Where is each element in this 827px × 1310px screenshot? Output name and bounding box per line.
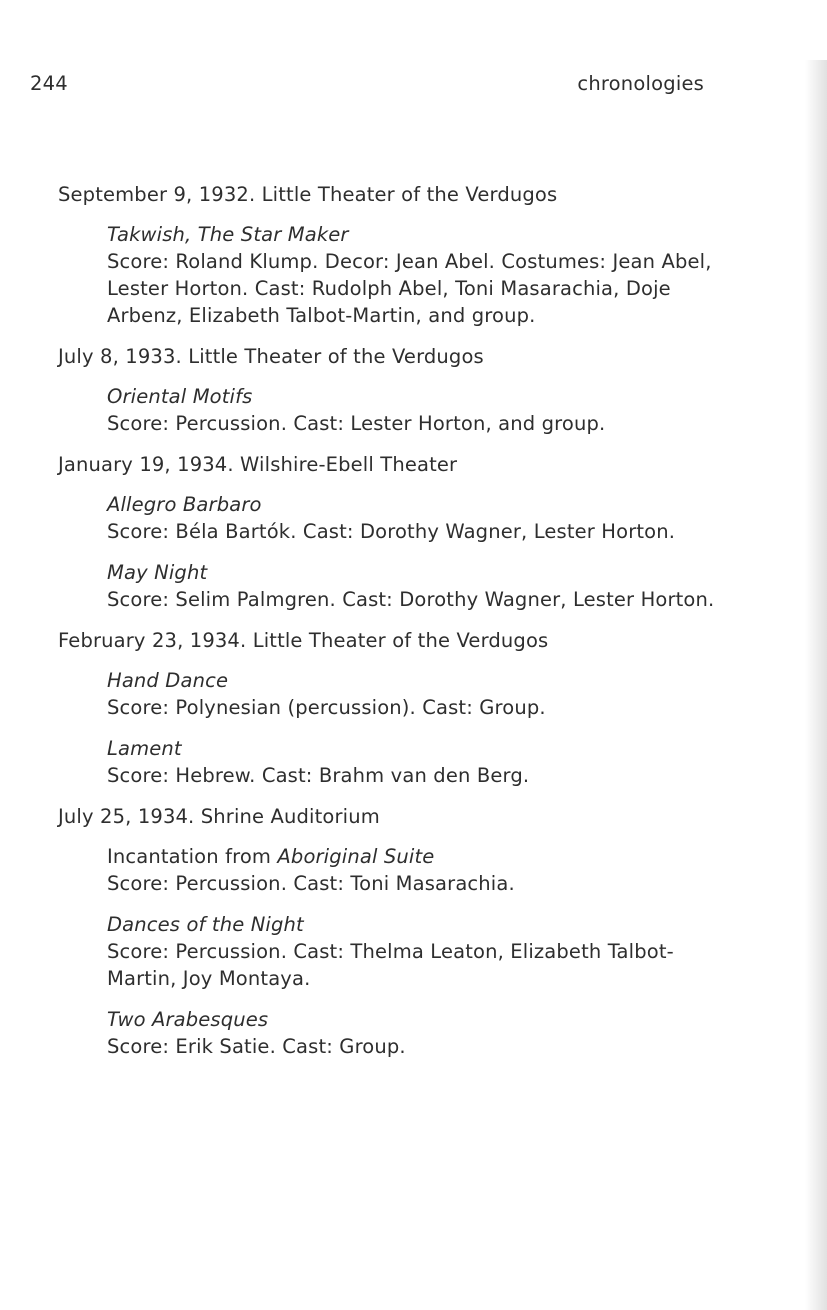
event-heading: July 25, 1934. Shrine Auditorium	[58, 805, 380, 828]
work-title: Hand Dance	[107, 669, 229, 692]
work-title: Allegro Barbaro	[107, 493, 262, 516]
work-entry	[107, 911, 718, 992]
event-entry	[58, 452, 718, 613]
work-detail: Score: Polynesian (percussion). Cast: Group.	[107, 696, 546, 719]
work-entry	[107, 491, 718, 545]
page-number: 244	[30, 72, 68, 95]
work-prefix: Incantation from	[107, 845, 278, 868]
work-title: Two Arabesques	[107, 1008, 269, 1031]
work-title: Dances of the Night	[107, 913, 304, 936]
event-entry	[58, 804, 718, 1060]
work-title: Aboriginal Suite	[277, 845, 435, 868]
work-entry	[107, 1006, 718, 1060]
work-detail: Score: Béla Bartók. Cast: Dorothy Wagner, Lester Horton.	[107, 520, 676, 543]
work-entry	[107, 221, 718, 329]
chronology-list	[58, 182, 718, 1075]
work-entry	[107, 843, 718, 897]
work-entry	[107, 383, 718, 437]
work-entry	[107, 735, 718, 789]
event-entry	[58, 182, 718, 329]
work-detail: Score: Percussion. Cast: Lester Horton, and group.	[107, 412, 606, 435]
work-title: Oriental Motifs	[107, 385, 253, 408]
work-detail: Score: Roland Klump. Decor: Jean Abel. Costumes: Jean Abel, Lester Horton. Cast: Rudolph Abel, Toni Masarachia, Doje Arbenz, Elizabeth Talbot-Martin, and group.	[107, 250, 712, 327]
event-heading: February 23, 1934. Little Theater of the Verdugos	[58, 629, 549, 652]
work-detail: Score: Selim Palmgren. Cast: Dorothy Wagner, Lester Horton.	[107, 588, 715, 611]
event-heading: January 19, 1934. Wilshire-Ebell Theater	[58, 453, 458, 476]
work-title: Takwish, The Star Maker	[107, 223, 349, 246]
page-edge-shadow	[805, 60, 827, 1310]
work-entry	[107, 559, 718, 613]
event-entry	[58, 344, 718, 437]
work-entry	[107, 667, 718, 721]
event-entry	[58, 628, 718, 789]
work-detail: Score: Percussion. Cast: Toni Masarachia.	[107, 872, 515, 895]
work-title: Lament	[107, 737, 182, 760]
running-title: chronologies	[577, 72, 704, 95]
event-heading: September 9, 1932. Little Theater of the Verdugos	[58, 183, 558, 206]
work-detail: Score: Hebrew. Cast: Brahm van den Berg.	[107, 764, 530, 787]
work-title: May Night	[107, 561, 208, 584]
work-detail: Score: Percussion. Cast: Thelma Leaton, Elizabeth Talbot-Martin, Joy Montaya.	[107, 940, 674, 990]
event-heading: July 8, 1933. Little Theater of the Verdugos	[58, 345, 484, 368]
work-detail: Score: Erik Satie. Cast: Group.	[107, 1035, 406, 1058]
